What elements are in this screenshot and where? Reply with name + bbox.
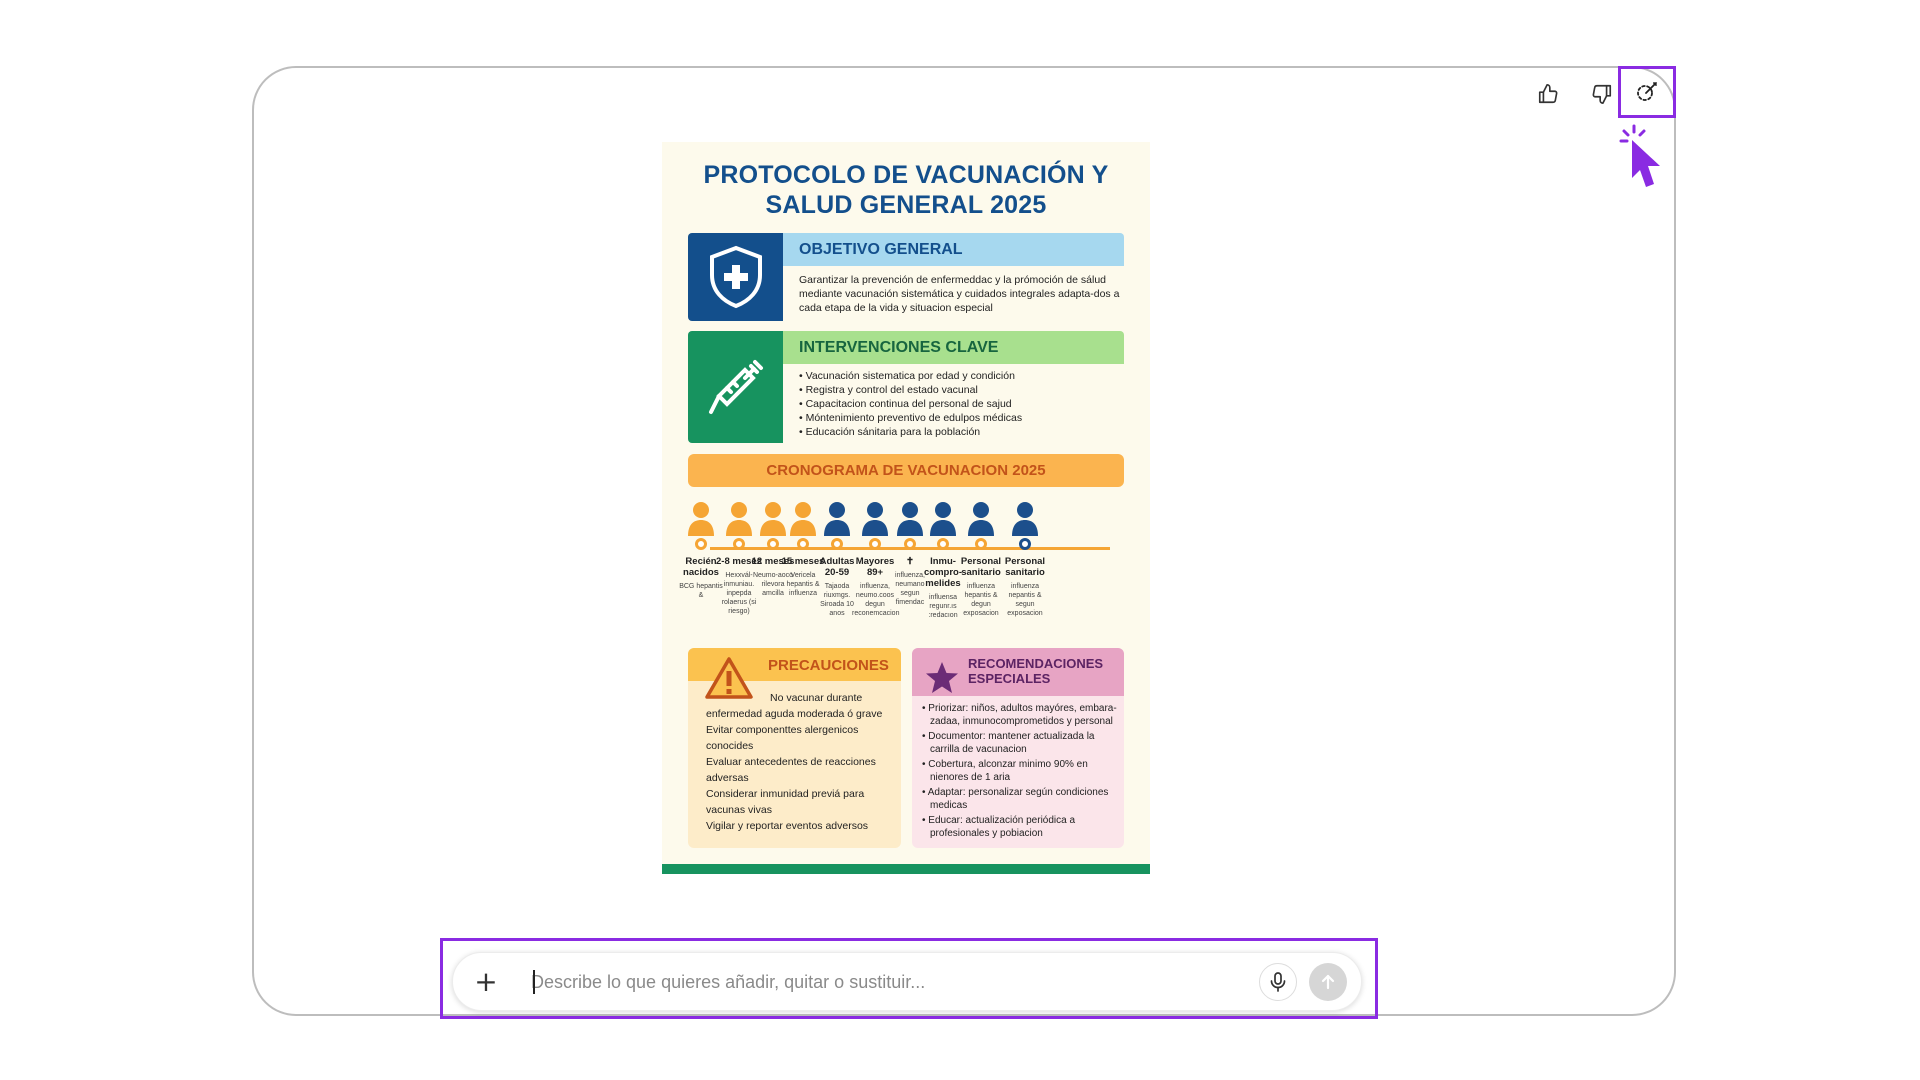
- feedback-actions: [1530, 76, 1620, 112]
- list-item: • Vacunación sistematica por edad y condición: [799, 369, 1120, 383]
- list-item: • Adaptar: personalizar según condiciones medicas: [922, 787, 1109, 811]
- recomendaciones-list: [922, 702, 1118, 842]
- list-item: • Educación sánitaria para la población: [799, 425, 1120, 439]
- list-item: • Móntenimiento preventivo de edulpos médicas: [799, 411, 1120, 425]
- intervenciones-list: [799, 369, 1120, 439]
- generated-image[interactable]: [662, 142, 1150, 874]
- microphone-icon: [1269, 972, 1287, 992]
- voice-input-button[interactable]: [1259, 963, 1297, 1001]
- star-icon: [924, 660, 960, 696]
- thumbs-down-icon: [1591, 83, 1613, 105]
- timeline-dot: [831, 538, 843, 550]
- cronograma-heading: CRONOGRAMA DE VACUNACION 2025: [688, 454, 1124, 487]
- stage-label: ✝: [906, 556, 914, 567]
- precauciones-list: No vacunar durante enfermedad aguda moderada ó grave Evitar componenttes alergenicos conocides Evaluar antecedentes de reacciones adversas Considerar inmunidad previá para vacunas vivas Vigilar y reportar eventos adversos: [706, 692, 883, 832]
- timeline-dot: [869, 538, 881, 550]
- list-item: • Educar: actualización periódica a profesionales y pobiacion: [922, 815, 1076, 839]
- person-icon: [1002, 494, 1048, 536]
- stage-note: BCG hepantis &: [679, 583, 723, 599]
- stage-note: influenza nepantis & segun exposacion: [1007, 583, 1043, 617]
- poster-bottom-bar: [662, 864, 1150, 874]
- list-item: • Documentor: mantener actualizada la carrilla de vacunacion: [922, 731, 1095, 755]
- add-attachment-button[interactable]: +: [474, 965, 498, 998]
- edit-image-button[interactable]: [1624, 72, 1670, 112]
- person-icon: [958, 494, 1004, 536]
- stage-label: Adultas 20-59: [819, 556, 855, 578]
- timeline-stage: [1002, 494, 1048, 618]
- precauciones-heading: PRECAUCIONES: [768, 657, 889, 674]
- stage-label: 15 meses: [781, 556, 825, 567]
- pointer-cursor-icon: [1618, 122, 1668, 192]
- objetivo-section: [688, 233, 1124, 321]
- timeline-dot: [1019, 538, 1031, 550]
- stage-note: Vericela hepantis & influenza: [786, 572, 820, 597]
- thumbs-up-icon: [1537, 83, 1559, 105]
- timeline-stage: [958, 494, 1004, 618]
- syringe-icon: [688, 331, 783, 443]
- stage-note: influenza hepantis & degun exposacion: [963, 583, 999, 617]
- intervenciones-section: [688, 331, 1124, 443]
- precauciones-section: [688, 648, 901, 848]
- stage-note: influenza, neumo.coos degun reconemcacion: [852, 583, 900, 617]
- like-button[interactable]: [1530, 76, 1566, 112]
- stage-label: Personal sanitario: [960, 556, 1002, 578]
- objetivo-heading: OBJETIVO GENERAL: [783, 233, 1124, 266]
- recomendaciones-section: [912, 648, 1124, 848]
- objetivo-text: Garantizar la prevención de enfermeddac y la prómoción de sálud mediante vacunación sistemática y cuidados integrales adapta-dos a cada etapa de la vida y situacion especial: [799, 274, 1120, 314]
- timeline-dot: [975, 538, 987, 550]
- stage-note: influensa regunr.ıs :redacıon: [928, 594, 958, 619]
- list-item: • Registra y control del estado vacunal: [799, 383, 1120, 397]
- stage-note: Hexxvál-inmuniau. inpepda rolaerus (si riesgo): [721, 572, 757, 615]
- timeline-dot: [733, 538, 745, 550]
- dislike-button[interactable]: [1584, 76, 1620, 112]
- stage-note: Neumo-aoco rilevora amcilla: [752, 572, 794, 597]
- timeline-dot: [797, 538, 809, 550]
- stage-label: 2-8 meses: [716, 556, 762, 567]
- intervenciones-heading: INTERVENCIONES CLAVE: [783, 331, 1124, 364]
- list-item: • Cobertura, alconzar minimo 90% en nienores de 1 aria: [922, 759, 1088, 783]
- shield-icon: [688, 233, 783, 321]
- timeline-dot: [904, 538, 916, 550]
- text-caret: [533, 970, 535, 994]
- stage-label: Mayores 89+: [855, 556, 895, 578]
- timeline-dot: [937, 538, 949, 550]
- list-item: • Capacitacion continua del personal de sajud: [799, 397, 1120, 411]
- prompt-composer: [452, 952, 1362, 1011]
- timeline-dot: [767, 538, 779, 550]
- list-item: • Priorizar: niños, adultos mayóres, embara-zadaa, inmunocomprometidos y personal: [922, 703, 1117, 727]
- recomendaciones-heading: RECOMENDACIONES ESPECIALES: [968, 656, 1104, 686]
- stage-note: Tajaoda riuxmgs. Siroada 10 anos: [820, 583, 854, 617]
- stage-label: Personal sanitario: [1004, 556, 1046, 578]
- arrow-up-icon: [1319, 973, 1337, 991]
- stage-label: 12 meses: [751, 556, 795, 567]
- stage-note: influenza, neumano segun fimendac: [895, 572, 925, 606]
- stage-label: Recién nacidos: [683, 556, 719, 578]
- poster-title: PROTOCOLO DE VACUNACIÓN Y SALUD GENERAL 2025: [703, 161, 1109, 219]
- stage-label: Inmu-compro-melides: [924, 556, 962, 589]
- prompt-input[interactable]: [531, 967, 1231, 997]
- send-button[interactable]: [1309, 963, 1347, 1001]
- edit-image-icon: [1635, 80, 1659, 104]
- timeline-dot: [695, 538, 707, 550]
